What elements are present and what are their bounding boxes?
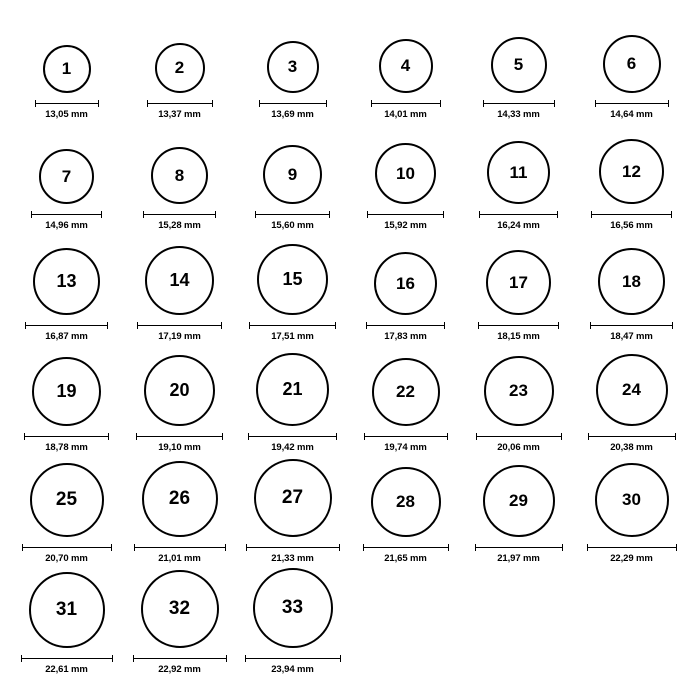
caliper-icon	[24, 433, 109, 440]
ring-size-row	[10, 119, 690, 230]
ring-size-cell[interactable]	[462, 452, 575, 563]
ring-circle	[487, 141, 550, 204]
ring-size-cell[interactable]	[10, 563, 123, 674]
ring-size-number: 12	[622, 161, 641, 181]
ring-circle	[253, 568, 333, 648]
ring-size-number: 30	[622, 490, 641, 509]
ring-measure	[479, 211, 558, 231]
ring-measure	[255, 211, 330, 231]
ring-size-number: 22	[396, 382, 415, 401]
ring-diameter-label: 16,87 mm	[45, 330, 88, 342]
ring-measure	[134, 544, 226, 564]
caliper-icon	[363, 544, 449, 551]
ring-size-cell[interactable]	[236, 119, 349, 230]
ring-circle	[145, 246, 214, 315]
ring-size-row	[10, 341, 690, 452]
ring-measure	[136, 433, 223, 453]
ring-circle	[491, 37, 547, 93]
ring-size-number: 8	[174, 165, 185, 185]
ring-size-number: 15	[282, 269, 303, 289]
ring-size-cell[interactable]	[575, 341, 688, 452]
ring-measure	[478, 322, 559, 342]
caliper-icon	[371, 100, 441, 107]
caliper-icon	[588, 433, 676, 440]
ring-size-number: 33	[281, 597, 304, 618]
ring-size-cell[interactable]	[10, 341, 123, 452]
ring-circle	[603, 35, 661, 93]
ring-circle	[33, 248, 100, 315]
ring-diameter-label: 19,42 mm	[271, 441, 314, 453]
caliper-icon	[366, 322, 445, 329]
ring-measure	[246, 544, 340, 564]
ring-diameter-label: 18,15 mm	[497, 330, 540, 342]
caliper-icon	[21, 655, 113, 662]
ring-measure	[367, 211, 444, 231]
ring-circle	[372, 358, 440, 426]
ring-circle	[30, 463, 104, 537]
ring-size-number: 32	[168, 598, 191, 619]
caliper-icon	[475, 544, 563, 551]
ring-size-number: 4	[400, 56, 411, 75]
ring-circle	[371, 467, 441, 537]
caliper-icon	[143, 211, 216, 218]
ring-circle	[598, 248, 665, 315]
ring-circle	[267, 41, 319, 93]
caliper-icon	[133, 655, 227, 662]
ring-circle	[257, 244, 328, 315]
ring-circle	[254, 459, 332, 537]
caliper-icon	[590, 322, 673, 329]
ring-size-cell[interactable]	[349, 452, 462, 563]
caliper-icon	[364, 433, 448, 440]
ring-measure	[590, 322, 673, 342]
ring-size-cell[interactable]	[10, 8, 123, 119]
ring-diameter-label: 20,06 mm	[497, 441, 540, 453]
ring-measure	[364, 433, 448, 453]
ring-size-number: 27	[281, 487, 304, 508]
ring-diameter-label: 13,05 mm	[45, 108, 88, 120]
ring-size-cell[interactable]	[349, 119, 462, 230]
caliper-icon	[136, 433, 223, 440]
ring-measure	[133, 655, 227, 675]
ring-circle	[375, 143, 436, 204]
ring-diameter-label: 22,92 mm	[158, 663, 201, 675]
caliper-icon	[587, 544, 677, 551]
ring-measure	[24, 433, 109, 453]
ring-measure	[591, 211, 672, 231]
ring-diameter-label: 21,65 mm	[384, 552, 427, 564]
ring-size-cell[interactable]	[575, 119, 688, 230]
ring-diameter-label: 15,92 mm	[384, 219, 427, 231]
ring-diameter-label: 18,78 mm	[45, 441, 88, 453]
ring-diameter-label: 14,64 mm	[610, 108, 653, 120]
ring-diameter-label: 14,01 mm	[384, 108, 427, 120]
ring-circle	[32, 357, 101, 426]
ring-size-cell[interactable]	[349, 230, 462, 341]
ring-measure	[587, 544, 677, 564]
ring-diameter-label: 21,97 mm	[497, 552, 540, 564]
ring-circle	[374, 252, 437, 315]
ring-measure	[249, 322, 336, 342]
ring-circle	[29, 572, 105, 648]
ring-size-number: 9	[287, 164, 298, 184]
ring-measure	[22, 544, 112, 564]
ring-size-cell[interactable]	[236, 452, 349, 563]
ring-diameter-label: 23,94 mm	[271, 663, 314, 675]
ring-circle	[142, 461, 218, 537]
ring-diameter-label: 15,60 mm	[271, 219, 314, 231]
ring-size-cell[interactable]	[349, 341, 462, 452]
ring-size-number: 5	[513, 55, 524, 74]
ring-measure	[147, 100, 213, 120]
ring-diameter-label: 20,70 mm	[45, 552, 88, 564]
caliper-icon	[35, 100, 99, 107]
caliper-icon	[245, 655, 341, 662]
caliper-icon	[248, 433, 337, 440]
caliper-icon	[25, 322, 108, 329]
ring-diameter-label: 21,33 mm	[271, 552, 314, 564]
ring-diameter-label: 13,37 mm	[158, 108, 201, 120]
ring-measure	[137, 322, 222, 342]
ring-diameter-label: 18,47 mm	[610, 330, 653, 342]
ring-diameter-label: 15,28 mm	[158, 219, 201, 231]
ring-measure	[588, 433, 676, 453]
ring-size-cell[interactable]	[236, 563, 349, 674]
ring-circle	[599, 139, 664, 204]
ring-diameter-label: 17,51 mm	[271, 330, 314, 342]
ring-measure	[35, 100, 99, 120]
ring-diameter-label: 16,24 mm	[497, 219, 540, 231]
ring-size-cell[interactable]	[123, 119, 236, 230]
ring-size-row	[10, 563, 690, 674]
caliper-icon	[255, 211, 330, 218]
ring-size-cell[interactable]	[236, 341, 349, 452]
caliper-icon	[147, 100, 213, 107]
ring-diameter-label: 20,38 mm	[610, 441, 653, 453]
ring-diameter-label: 22,29 mm	[610, 552, 653, 564]
ring-diameter-label: 22,61 mm	[45, 663, 88, 675]
ring-measure	[25, 322, 108, 342]
ring-size-number: 6	[626, 54, 637, 73]
ring-diameter-label: 14,33 mm	[497, 108, 540, 120]
ring-size-number: 24	[622, 380, 641, 399]
ring-size-cell[interactable]	[123, 8, 236, 119]
ring-measure	[143, 211, 216, 231]
ring-size-number: 3	[287, 57, 298, 76]
ring-measure	[363, 544, 449, 564]
ring-size-number: 1	[61, 59, 72, 78]
ring-size-number: 7	[61, 166, 72, 186]
ring-measure	[21, 655, 113, 675]
ring-size-row	[10, 452, 690, 563]
ring-size-grid	[10, 8, 690, 674]
ring-diameter-label: 21,01 mm	[158, 552, 201, 564]
ring-size-cell[interactable]	[462, 341, 575, 452]
ring-size-number: 11	[509, 162, 528, 182]
ring-circle	[256, 353, 329, 426]
ring-size-cell[interactable]	[349, 8, 462, 119]
ring-circle	[596, 354, 668, 426]
ring-diameter-label: 19,74 mm	[384, 441, 427, 453]
ring-size-cell[interactable]	[462, 119, 575, 230]
ring-size-number: 21	[282, 379, 303, 399]
ring-size-cell[interactable]	[575, 8, 688, 119]
ring-circle	[263, 145, 322, 204]
ring-measure	[31, 211, 102, 231]
ring-measure	[595, 100, 669, 120]
caliper-icon	[479, 211, 558, 218]
ring-circle	[379, 39, 433, 93]
ring-size-number: 29	[509, 491, 528, 510]
ring-size-number: 20	[169, 380, 190, 400]
ring-measure	[248, 433, 337, 453]
ring-size-number: 2	[174, 58, 185, 77]
caliper-icon	[246, 544, 340, 551]
ring-size-number: 31	[55, 599, 78, 620]
ring-circle	[39, 149, 94, 204]
ring-size-number: 18	[622, 271, 641, 291]
ring-size-number: 28	[396, 492, 415, 511]
ring-measure	[245, 655, 341, 675]
ring-circle	[144, 355, 215, 426]
caliper-icon	[22, 544, 112, 551]
ring-diameter-label: 14,96 mm	[45, 219, 88, 231]
ring-diameter-label: 17,83 mm	[384, 330, 427, 342]
ring-measure	[483, 100, 555, 120]
caliper-icon	[476, 433, 562, 440]
ring-size-cell[interactable]	[236, 230, 349, 341]
ring-circle	[595, 463, 669, 537]
caliper-icon	[483, 100, 555, 107]
ring-circle	[483, 465, 555, 537]
ring-circle	[151, 147, 208, 204]
ring-size-number: 19	[56, 381, 77, 401]
ring-measure	[366, 322, 445, 342]
ring-circle	[43, 45, 91, 93]
ring-size-number: 10	[396, 163, 415, 183]
ring-size-number: 17	[509, 272, 528, 292]
ring-diameter-label: 17,19 mm	[158, 330, 201, 342]
caliper-icon	[591, 211, 672, 218]
ring-measure	[475, 544, 563, 564]
ring-size-number: 23	[509, 381, 528, 400]
caliper-icon	[259, 100, 327, 107]
ring-size-cell[interactable]	[236, 8, 349, 119]
ring-size-number: 26	[168, 488, 191, 509]
ring-size-cell[interactable]	[123, 230, 236, 341]
ring-circle	[155, 43, 205, 93]
caliper-icon	[31, 211, 102, 218]
ring-size-cell[interactable]	[575, 230, 688, 341]
caliper-icon	[249, 322, 336, 329]
ring-circle	[484, 356, 554, 426]
ring-measure	[371, 100, 441, 120]
ring-size-row	[10, 8, 690, 119]
ring-size-cell[interactable]	[462, 230, 575, 341]
caliper-icon	[137, 322, 222, 329]
ring-measure	[476, 433, 562, 453]
ring-size-cell[interactable]	[575, 452, 688, 563]
caliper-icon	[478, 322, 559, 329]
ring-size-number: 13	[56, 271, 77, 291]
ring-size-cell[interactable]	[123, 341, 236, 452]
ring-measure	[259, 100, 327, 120]
ring-size-number: 14	[169, 270, 190, 290]
ring-size-cell[interactable]	[10, 119, 123, 230]
ring-diameter-label: 13,69 mm	[271, 108, 314, 120]
ring-size-row	[10, 230, 690, 341]
ring-size-cell[interactable]	[462, 8, 575, 119]
caliper-icon	[367, 211, 444, 218]
ring-diameter-label: 16,56 mm	[610, 219, 653, 231]
ring-size-cell[interactable]	[10, 452, 123, 563]
ring-size-cell[interactable]	[123, 452, 236, 563]
ring-size-number: 25	[55, 489, 78, 510]
ring-diameter-label: 19,10 mm	[158, 441, 201, 453]
ring-size-number: 16	[396, 273, 415, 293]
ring-size-cell[interactable]	[123, 563, 236, 674]
caliper-icon	[134, 544, 226, 551]
caliper-icon	[595, 100, 669, 107]
ring-circle	[486, 250, 551, 315]
ring-circle	[141, 570, 219, 648]
ring-size-cell[interactable]	[10, 230, 123, 341]
